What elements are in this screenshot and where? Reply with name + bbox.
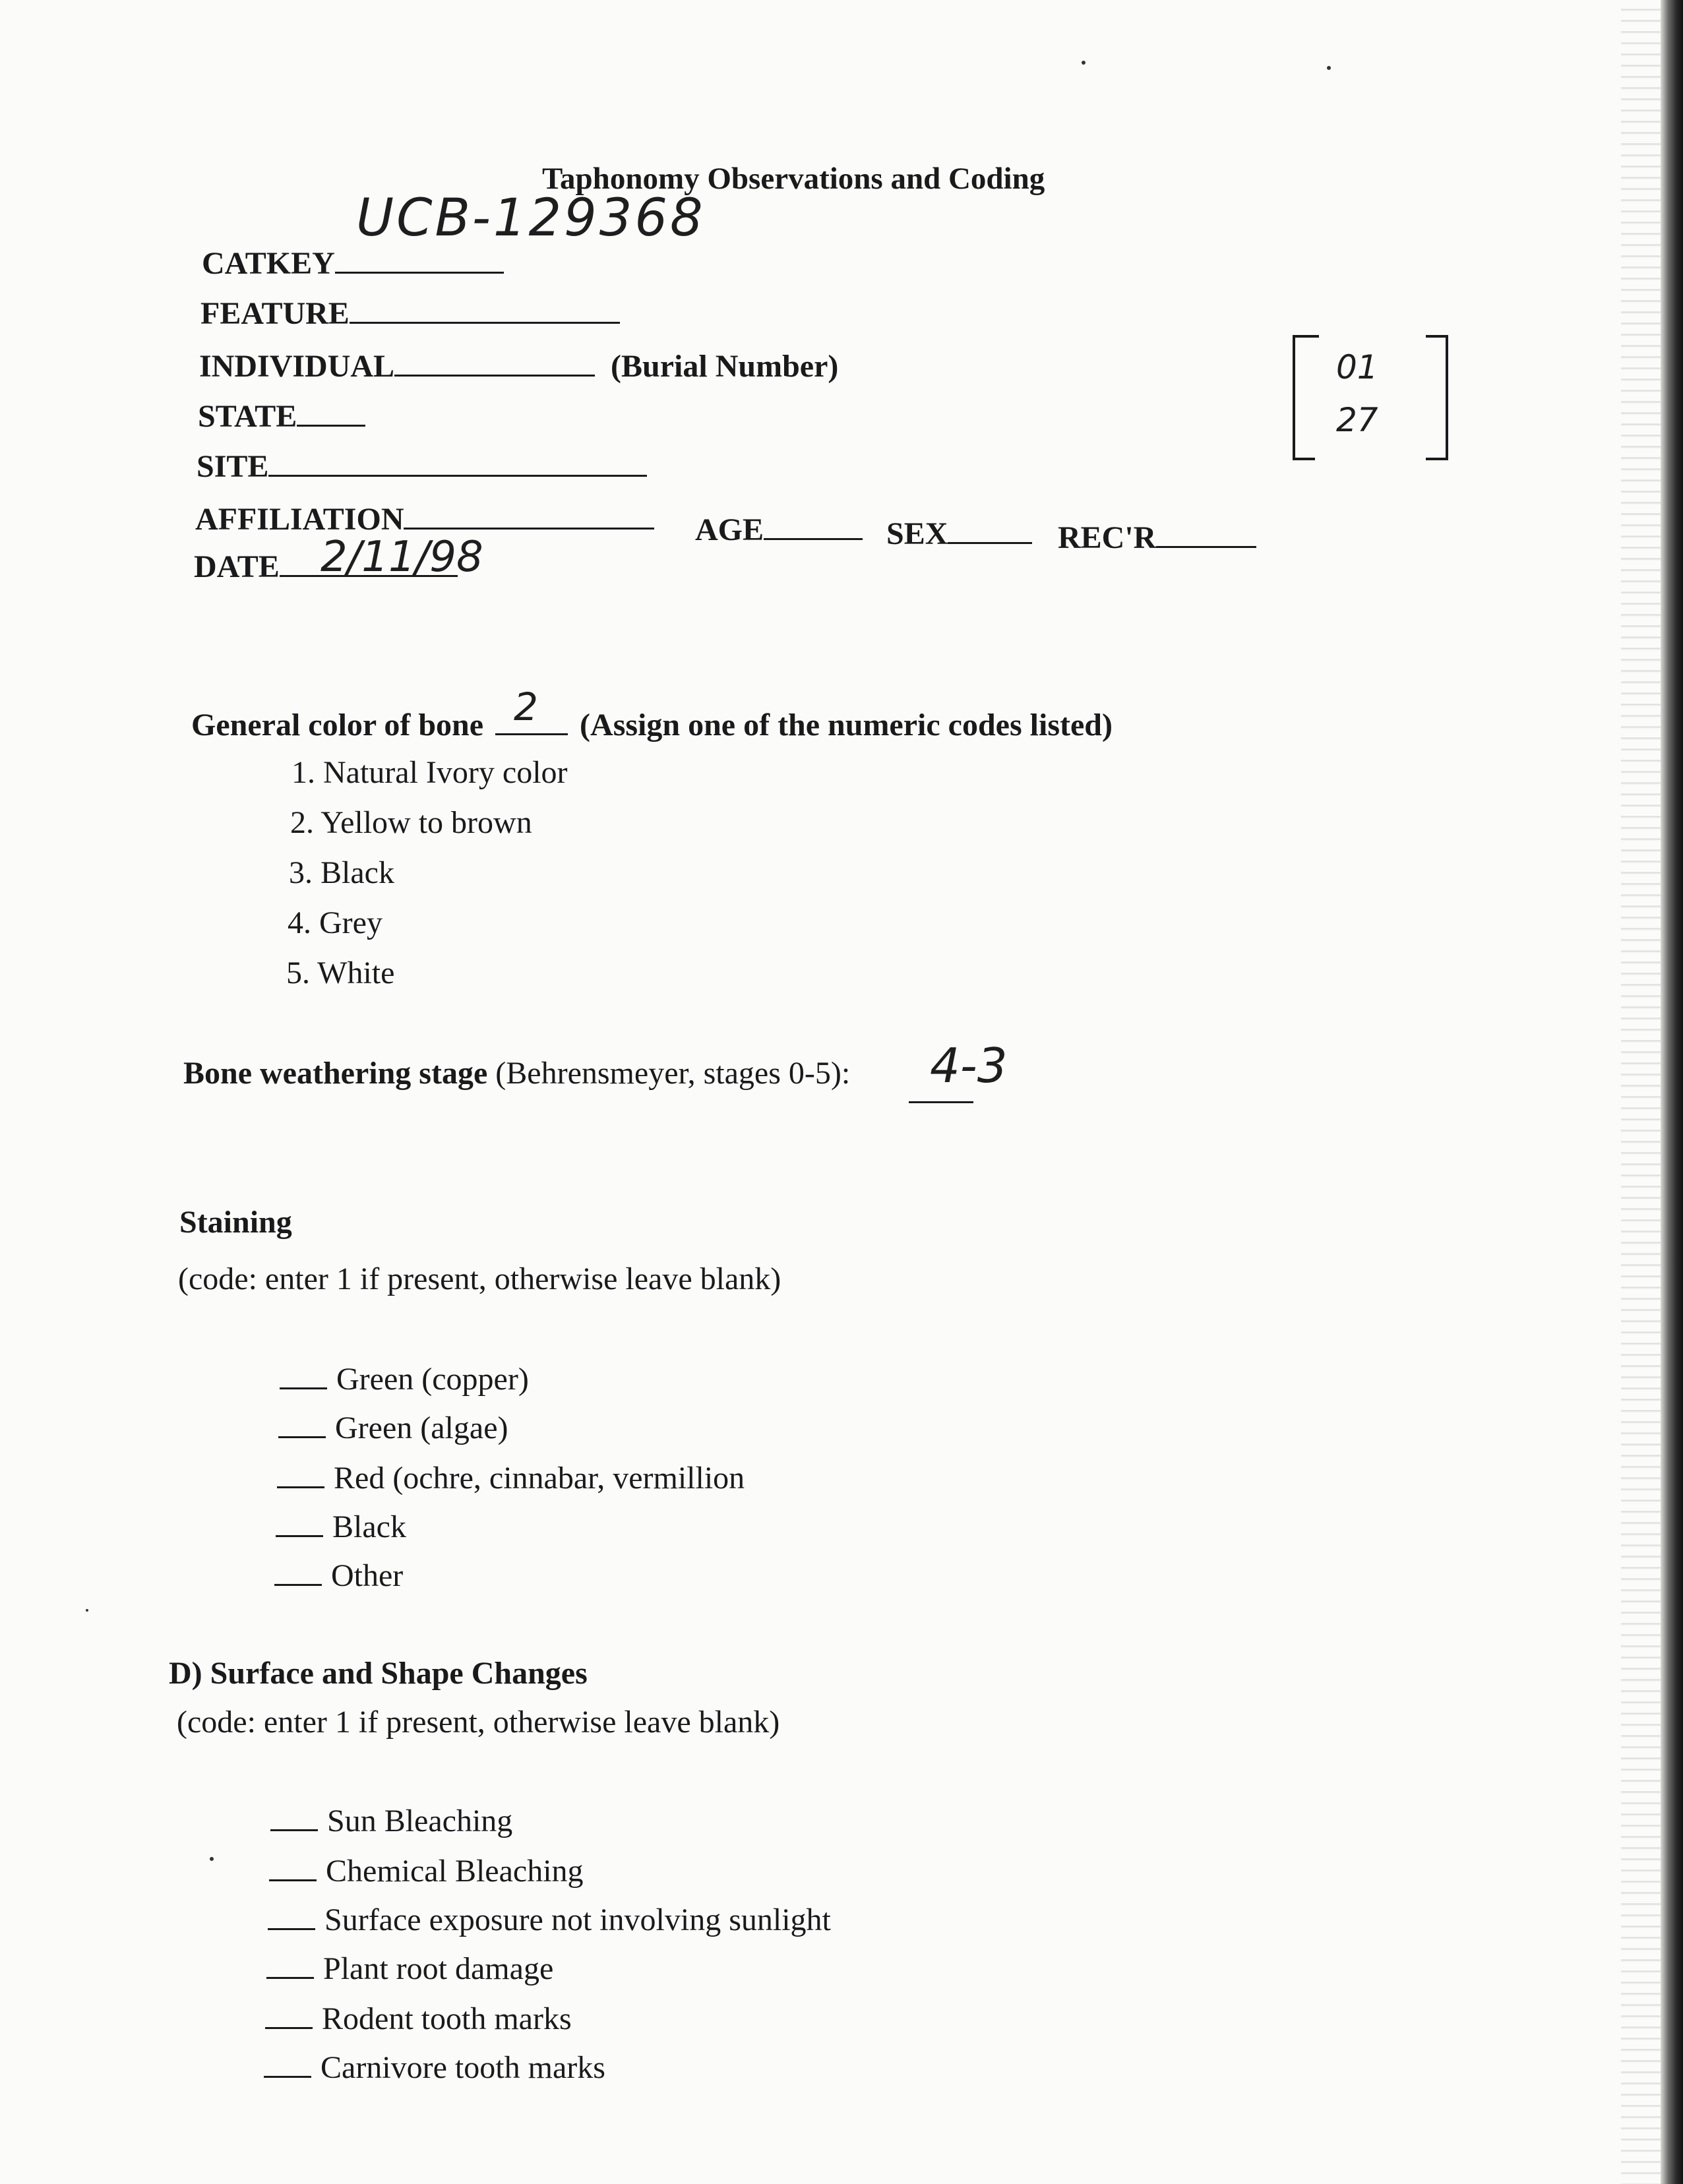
affiliation-field[interactable] (195, 501, 654, 537)
site-field[interactable] (197, 448, 647, 485)
affiliation-blank (404, 527, 654, 530)
surface-item-label: Surface exposure not involving sunlight (324, 1902, 831, 1937)
site-label: SITE (197, 449, 269, 484)
recorder-label: REC'R (1058, 520, 1157, 555)
staining-item-label: Black (332, 1509, 406, 1544)
recorder-field[interactable] (1058, 520, 1256, 556)
recorder-blank (1156, 545, 1256, 548)
staining-item-label: Red (ochre, cinnabar, vermillion (334, 1461, 745, 1496)
color-answer[interactable] (495, 684, 568, 735)
catkey-label: CATKEY (202, 246, 335, 281)
surface-item-label: Chemical Bleaching (326, 1854, 584, 1889)
staining-item-label: Green (algae) (335, 1410, 508, 1445)
staining-item[interactable] (276, 1509, 406, 1545)
age-field[interactable] (695, 512, 863, 548)
scan-speck (86, 1609, 88, 1612)
surface-item-label: Rodent tooth marks (322, 2001, 572, 2036)
age-blank (764, 537, 863, 540)
surface-item[interactable] (264, 2049, 605, 2086)
staining-item-label: Other (331, 1558, 404, 1593)
scan-edge-speckle (1621, 0, 1661, 2184)
color-label: General color of bone (191, 708, 484, 743)
box-bottom-number: 27 (1336, 401, 1378, 439)
surface-instruction: (code: enter 1 if present, otherwise leave blank) (177, 1705, 780, 1740)
color-instruction: (Assign one of the numeric codes listed) (580, 708, 1113, 743)
staining-item[interactable] (277, 1460, 745, 1496)
bracket-box (1293, 335, 1448, 460)
staining-heading: Staining (179, 1205, 292, 1240)
date-label: DATE (194, 549, 280, 584)
surface-item-label: Sun Bleaching (327, 1804, 513, 1838)
date-handwritten: 2/11/98 (321, 533, 483, 582)
catkey-blank (335, 271, 504, 274)
form-title: Taphonomy Observations and Coding (542, 162, 1045, 196)
surface-item[interactable] (269, 1853, 584, 1889)
color-option: 3. Black (289, 855, 394, 890)
weathering-note: (Behrensmeyer, stages 0-5): (495, 1056, 851, 1091)
color-option: 2. Yellow to brown (290, 805, 532, 840)
weathering-value: 4-3 (930, 1038, 1008, 1093)
site-blank (268, 474, 647, 477)
affiliation-label: AFFILIATION (195, 502, 404, 537)
state-blank (297, 424, 365, 427)
feature-field[interactable] (200, 295, 620, 332)
state-field[interactable] (198, 398, 365, 435)
sex-label: SEX (886, 516, 948, 551)
individual-field[interactable] (199, 348, 838, 384)
individual-blank (394, 374, 595, 377)
catkey-field[interactable] (202, 245, 504, 282)
scan-speck (210, 1857, 214, 1861)
staining-item[interactable] (280, 1361, 529, 1397)
color-option: 1. Natural Ivory color (291, 755, 568, 790)
specimen-id-handwritten: UCB-129368 (356, 189, 706, 248)
staining-item-label: Green (copper) (336, 1362, 529, 1397)
color-answer-value: 2 (514, 684, 538, 729)
surface-item[interactable] (265, 2001, 572, 2037)
scan-speck (1082, 61, 1086, 65)
surface-item[interactable] (270, 1803, 512, 1839)
weathering-label: Bone weathering stage (183, 1056, 488, 1091)
individual-label: INDIVIDUAL (199, 349, 395, 384)
sex-blank (948, 541, 1032, 544)
color-option: 4. Grey (288, 905, 382, 940)
surface-item[interactable] (266, 1951, 553, 1987)
feature-label: FEATURE (200, 296, 350, 331)
feature-blank (350, 321, 620, 324)
state-label: STATE (198, 399, 297, 434)
color-question (191, 684, 1113, 743)
box-top-number: 01 (1336, 348, 1378, 386)
staining-item[interactable] (278, 1410, 508, 1446)
burial-number-note: (Burial Number) (611, 349, 839, 384)
staining-item[interactable] (274, 1558, 403, 1594)
surface-item[interactable] (268, 1902, 831, 1938)
surface-heading: D) Surface and Shape Changes (169, 1656, 588, 1691)
surface-item-label: Plant root damage (323, 1951, 554, 1986)
sex-field[interactable] (886, 516, 1032, 552)
surface-item-label: Carnivore tooth marks (321, 2050, 605, 2085)
scan-edge (1661, 0, 1683, 2184)
staining-instruction: (code: enter 1 if present, otherwise leave blank) (178, 1261, 781, 1296)
color-option: 5. White (286, 956, 395, 990)
age-label: AGE (695, 512, 764, 547)
scan-speck (1327, 66, 1331, 70)
weathering-question (183, 1055, 850, 1091)
